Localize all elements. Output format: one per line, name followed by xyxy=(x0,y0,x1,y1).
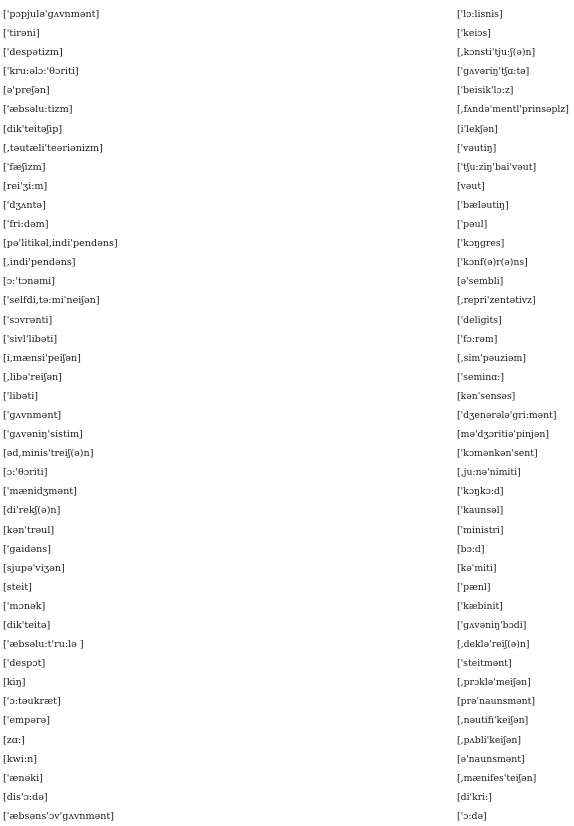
transcription-entry: [dis'ɔ:də] xyxy=(3,791,48,803)
transcription-entry: [,mænifes'teiʃən] xyxy=(457,772,537,784)
transcription-entry: [dik'teitə] xyxy=(3,620,51,631)
transcription-entry: ['sivl'libəti] xyxy=(3,333,58,345)
transcription-entry: [,ju:nə'nimiti] xyxy=(457,467,521,479)
transcription-entry: [i,mænsi'peiʃən] xyxy=(3,352,81,364)
transcription-entry: ['seminɑ:] xyxy=(457,371,504,383)
transcription-entry: ['kru:əlɔ:'θɔriti] xyxy=(3,66,79,78)
transcription-entry: ['mænidʒmənt] xyxy=(3,486,77,498)
transcription-entry: [sjupə'viʒən] xyxy=(3,562,65,574)
transcription-entry: ['æbsəns'ɔv'gʌvnmənt] xyxy=(3,810,115,822)
transcription-entry: [kə'miti] xyxy=(457,562,497,574)
transcription-entry: [ə'sembli] xyxy=(457,276,504,288)
transcription-entry: ['fɔ:rəm] xyxy=(457,333,498,345)
right-transcription-column xyxy=(457,5,572,826)
transcription-entry: ['keiɔs] xyxy=(457,28,491,40)
transcription-entry: [pə'litikəl,indi'pendəns] xyxy=(3,238,118,250)
transcription-entry: [,libə'reiʃən] xyxy=(3,371,62,383)
transcription-entry: ['ɔ:də] xyxy=(457,810,487,822)
transcription-entry: [bɔ:d] xyxy=(457,543,485,555)
transcription-entry: ['gʌvnmənt] xyxy=(3,409,62,421)
transcription-entry: ['pænl] xyxy=(457,581,491,593)
transcription-entry: [ɔ:'tɔnəmi] xyxy=(3,276,55,288)
transcription-entry: ['lɔ:lisnis] xyxy=(457,9,503,20)
transcription-entry: ['despɔt] xyxy=(3,658,46,670)
transcription-entry: ['gaidəns] xyxy=(3,543,51,555)
transcription-entry: [steit] xyxy=(3,581,32,593)
transcription-entry: [,prɔklə'meiʃən] xyxy=(457,677,531,689)
transcription-entry: ['bæləutiŋ] xyxy=(457,199,509,211)
transcription-entry: ['pəul] xyxy=(457,219,488,231)
transcription-entry: ['kɔŋkɔ:d] xyxy=(457,486,504,498)
transcription-entry: [kən'trəul] xyxy=(3,524,55,536)
transcription-entry: [zɑ:] xyxy=(3,734,25,746)
transcription-entry: ['tʃu:ziŋ'bai'vəut] xyxy=(457,161,537,173)
transcription-entry: [,təutæli'teəriənizm] xyxy=(3,142,103,154)
transcription-entry: ['vəutiŋ] xyxy=(457,142,497,154)
transcription-entry: [,deklə'reiʃ(ə)n] xyxy=(457,639,530,651)
transcription-entry: ['dʒʌntə] xyxy=(3,199,46,211)
transcription-entry: ['tirəni] xyxy=(3,28,40,40)
transcription-entry: ['fri:dəm] xyxy=(3,219,49,231)
transcription-entry: ['kæbinit] xyxy=(457,600,503,612)
transcription-entry: ['deligits] xyxy=(457,314,502,326)
transcription-entry: ['empərə] xyxy=(3,715,50,727)
transcription-entry: ['gʌvəriŋ'tʃɑ:tə] xyxy=(457,66,530,78)
transcription-entry: [,indi'pendəns] xyxy=(3,257,76,269)
transcription-entry: [ə'naunsmənt] xyxy=(457,753,525,765)
transcription-entry: ['despətizm] xyxy=(3,47,63,59)
transcription-entry: ['gʌvəniŋ'sistim] xyxy=(3,429,83,441)
transcription-entry: ['libəti] xyxy=(3,390,39,402)
transcription-entry: ['æbsəlu:t'ru:lə ] xyxy=(3,639,84,651)
transcription-entry: ['gʌvəniŋ'bɔdi] xyxy=(457,620,527,631)
transcription-entry: ['mɔnək] xyxy=(3,600,46,612)
transcription-entry: ['dʒenərələ'gri:mənt] xyxy=(457,409,557,421)
transcription-entry: ['æbsəlu:tizm] xyxy=(3,104,73,116)
transcription-entry: [ɔ:'θɔriti] xyxy=(3,467,48,479)
transcription-entry: [vəut] xyxy=(457,180,485,192)
transcription-entry: [di'rekʃ(ə)n] xyxy=(3,505,61,517)
transcription-entry: ['ænəki] xyxy=(3,772,43,784)
transcription-entry: ['sɔvrənti] xyxy=(3,314,53,326)
transcription-entry: [,sim'pəuziəm] xyxy=(457,352,526,364)
transcription-entry: [rei'ʒi:m] xyxy=(3,180,48,192)
transcription-entry: ['ɔ:təukræt] xyxy=(3,696,61,708)
transcription-entry: [i'lekʃən] xyxy=(457,123,498,135)
transcription-entry: ['beisik'lɔ:z] xyxy=(457,85,514,97)
transcription-entry: [,pʌbli'keiʃən] xyxy=(457,734,521,746)
transcription-entry: [,nəutifi'keiʃən] xyxy=(457,715,529,727)
transcription-entry: ['steitmənt] xyxy=(457,658,512,670)
transcription-entry: ['pɔpjulə'gʌvnmənt] xyxy=(3,9,100,20)
transcription-entry: [ə'preʃən] xyxy=(3,85,50,97)
transcription-entry: ['fæʃizm] xyxy=(3,161,46,173)
transcription-entry: ['kɔnf(ə)r(ə)ns] xyxy=(457,257,528,269)
transcription-entry: [dik'teitəʃip] xyxy=(3,123,63,135)
transcription-entry: [prə'naunsmənt] xyxy=(457,696,536,708)
transcription-entry: [mə'dʒɔritiə'pinjən] xyxy=(457,429,550,441)
transcription-entry: ['selfdi,tə:mi'neiʃən] xyxy=(3,295,100,307)
transcription-entry: ['ministri] xyxy=(457,524,504,536)
left-transcription-column xyxy=(3,5,273,826)
transcription-entry: [kən'sensəs] xyxy=(457,390,516,402)
transcription-entry: ['kaunsəl] xyxy=(457,505,504,517)
transcription-entry: [əd,minis'treiʃ(ə)n] xyxy=(3,448,94,460)
transcription-entry: ['kɔŋgres] xyxy=(457,238,505,250)
transcription-entry: [kiŋ] xyxy=(3,677,26,689)
transcription-entry: [,fʌndə'mentl'prinsəplz] xyxy=(457,104,569,116)
transcription-entry: [kwi:n] xyxy=(3,753,37,765)
transcription-entry: ['kɔmənkən'sent] xyxy=(457,448,538,460)
transcription-entry: [,repri'zentətivz] xyxy=(457,295,536,307)
transcription-entry: [di'kri:] xyxy=(457,791,492,803)
transcription-entry: [,kɔnsti'tju:ʃ(ə)n] xyxy=(457,47,536,59)
